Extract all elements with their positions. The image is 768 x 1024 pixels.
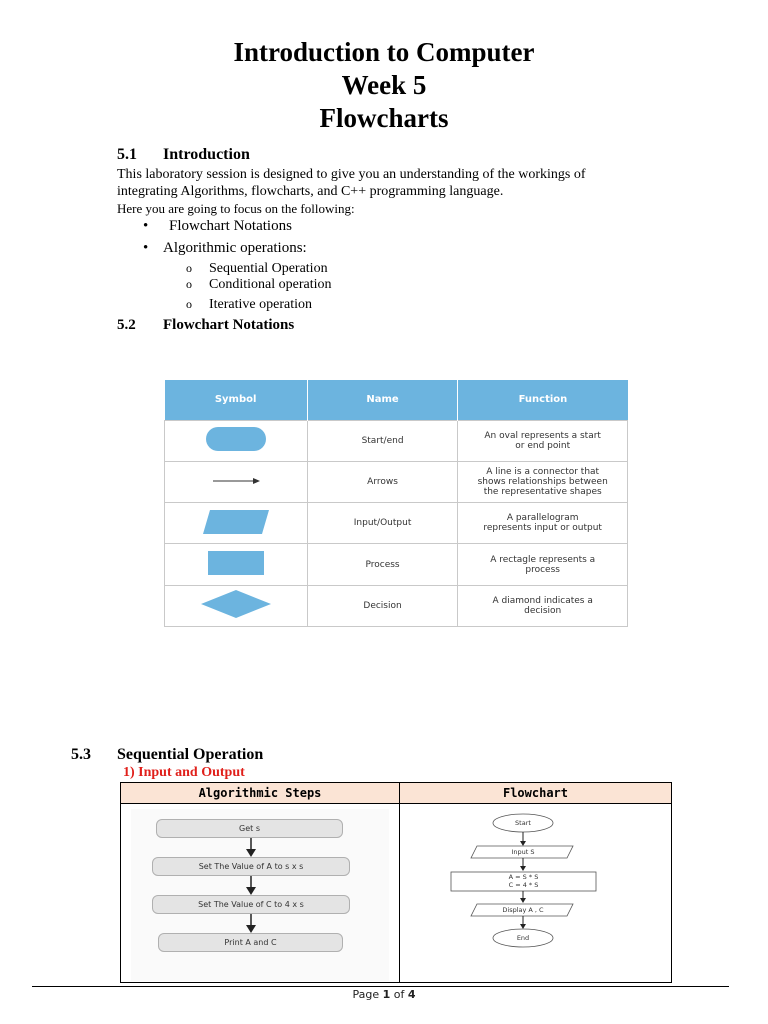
name-cell: Decision (307, 585, 458, 626)
down-arrow-icon (245, 838, 257, 858)
intro-paragraph-line-1: This laboratory session is designed to give you an understanding of the workings of (117, 167, 586, 182)
symbol-cell (165, 585, 308, 626)
function-text: represents input or output (483, 523, 602, 534)
oval-symbol-icon (205, 426, 267, 452)
subbullet-label: Iterative operation (209, 297, 313, 312)
step-box: Print A and C (158, 933, 343, 952)
subbullet-glyph: o (186, 261, 192, 275)
bullet-glyph: • (143, 218, 149, 234)
table-row (165, 585, 628, 626)
sequential-operation-table (120, 782, 672, 983)
intro-paragraph-line-2: integrating Algorithms, flowcharts, and C++ programming language. (117, 184, 504, 199)
subbullet-glyph: o (186, 277, 192, 291)
symbol-cell (165, 420, 308, 461)
title-line-3: Flowcharts (319, 103, 449, 133)
symbol-cell (165, 544, 308, 585)
page-total: 4 (407, 988, 416, 1001)
function-cell (458, 420, 628, 461)
section-number: 5.1 (117, 146, 137, 163)
section-title: Sequential Operation (117, 746, 264, 763)
page-number: 1 (382, 988, 391, 1001)
step-box: Set The Value of C to 4 x s (152, 895, 350, 914)
intro-paragraph-line-3: Here you are going to focus on the following: (117, 201, 355, 216)
function-text: A parallelogram (506, 513, 579, 524)
rectangle-symbol-icon (207, 550, 265, 576)
section-5-1-heading (117, 146, 250, 164)
bullet-label: Algorithmic operations: (163, 240, 307, 256)
arrow-symbol-icon (211, 475, 261, 487)
symbol-cell (165, 503, 308, 544)
section-title: Flowchart Notations (163, 317, 295, 333)
name-cell: Start/end (307, 420, 458, 461)
function-cell (458, 544, 628, 585)
bullet-item (143, 218, 292, 235)
flowchart-header: Flowchart (400, 783, 671, 804)
name-cell: Arrows (307, 461, 458, 502)
function-text: An oval represents a start (484, 430, 601, 441)
step-box: Set The Value of A to s x s (152, 857, 350, 876)
table-row (165, 420, 628, 461)
function-text: A diamond indicates a (492, 595, 593, 606)
bullet-label: Flowchart Notations (169, 218, 292, 234)
function-text: the representative shapes (483, 487, 602, 498)
section-5-3-heading (71, 746, 263, 764)
function-text: A rectagle represents a (490, 554, 596, 565)
down-arrow-icon (245, 914, 257, 934)
section-title: Introduction (163, 146, 250, 163)
down-arrow-icon (245, 876, 257, 896)
flowchart-notation-table (164, 380, 628, 627)
flowchart-start-label: Start (515, 819, 531, 827)
subbullet-item (186, 297, 312, 313)
subbullet-item (186, 261, 328, 277)
function-text: shows relationships between (477, 477, 608, 488)
process-line: A = S * S (508, 873, 539, 881)
flowchart-input-label: Input S (511, 848, 535, 856)
function-text: decision (524, 605, 562, 616)
subbullet-item (186, 277, 331, 293)
subbullet-glyph: o (186, 297, 192, 311)
flowchart-shapes (411, 809, 661, 981)
function-cell (458, 503, 628, 544)
function-cell (458, 461, 628, 502)
name-cell: Input/Output (307, 503, 458, 544)
footer-rule (32, 986, 729, 987)
section-number: 5.2 (117, 317, 136, 333)
subbullet-label: Sequential Operation (209, 261, 328, 276)
subbullet-label: Conditional operation (209, 277, 332, 292)
subsection-heading: 1) Input and Output (123, 765, 245, 780)
section-number: 5.3 (71, 746, 91, 763)
flowchart-end-label: End (516, 934, 530, 942)
footer-prefix: Page (352, 988, 383, 1001)
process-line: C = 4 * S (508, 881, 539, 889)
function-text: A line is a connector that (486, 467, 600, 478)
table-row (165, 461, 628, 502)
step-box: Get s (156, 819, 343, 838)
title-line-2: Week 5 (341, 70, 427, 100)
table-row (165, 503, 628, 544)
function-text: process (525, 564, 560, 575)
algorithmic-steps-header: Algorithmic Steps (121, 783, 399, 804)
function-text: or end point (515, 440, 571, 451)
bullet-item (143, 240, 307, 257)
footer-of: of (390, 988, 408, 1001)
bullet-glyph: • (143, 240, 149, 256)
title-line-1: Introduction to Computer (233, 37, 535, 67)
table-header-symbol: Symbol (165, 380, 308, 420)
table-header-name: Name (307, 380, 458, 420)
flowchart-process-label (451, 873, 596, 889)
name-cell: Process (307, 544, 458, 585)
diamond-symbol-icon (200, 589, 272, 619)
symbol-cell (165, 461, 308, 502)
column-divider (399, 783, 400, 982)
table-row (165, 544, 628, 585)
function-cell (458, 585, 628, 626)
table-header-function: Function (458, 380, 628, 420)
section-5-2-heading (117, 317, 294, 334)
page-footer (0, 988, 768, 1001)
parallelogram-symbol-icon (202, 509, 270, 535)
flowchart-output-label: Display A , C (502, 906, 544, 914)
algorithm-steps-diagram (131, 809, 389, 981)
flowchart-diagram (411, 809, 661, 981)
